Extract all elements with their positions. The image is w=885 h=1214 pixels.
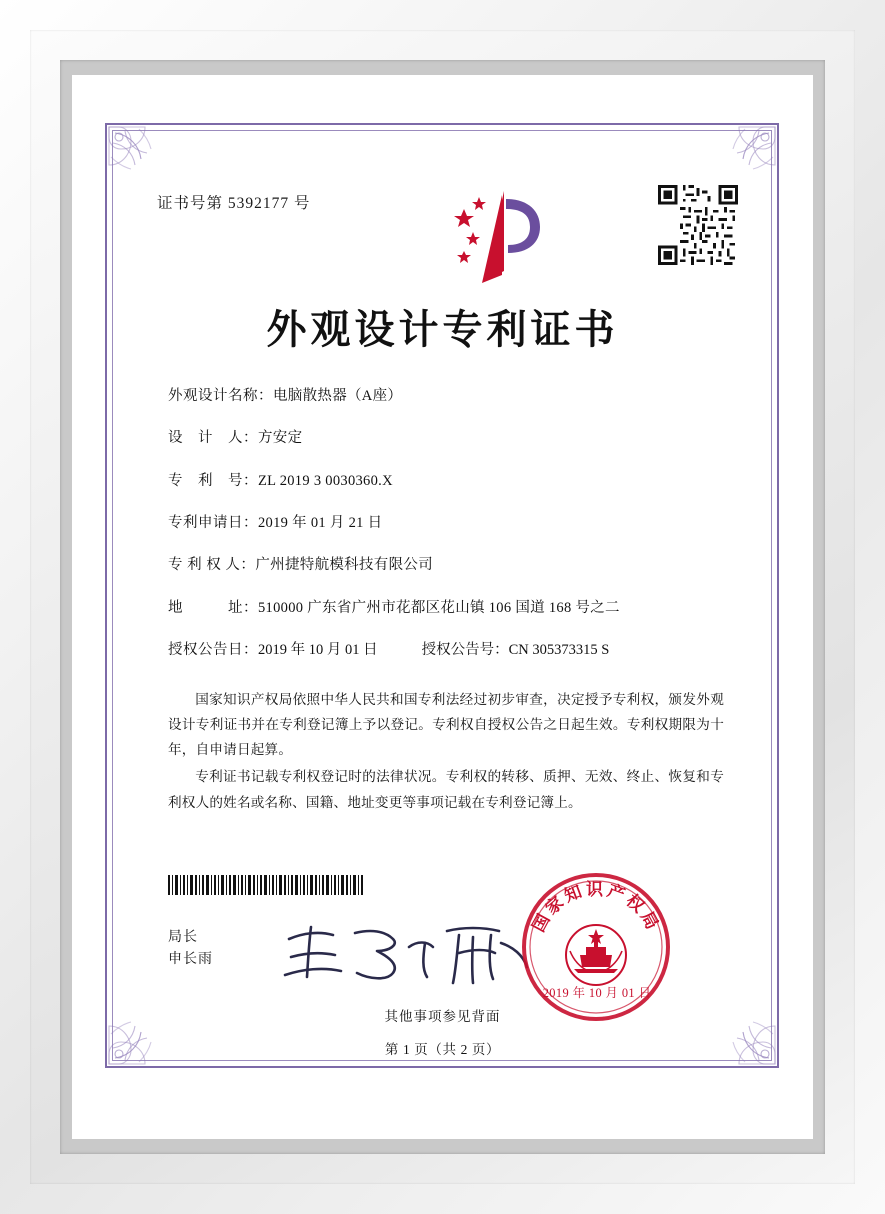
field-label: 外观设计名称： [168,388,273,404]
field-value: 广州捷特航模科技有限公司 [255,557,433,574]
field-row-designer [168,429,728,448]
field-row-application-date [168,514,728,533]
field-value: 方安定 [258,430,303,447]
paragraph-1: 国家知识产权局依照中华人民共和国专利法经过初步审查，决定授予专利权，颁发外观设计专利证书并在专利登记簿上予以登记。专利权自授权公告之日起生效。专利权期限为十年，自申请日起算。 [168,692,724,758]
field-value: 510000 广东省广州市花都区花山镇 106 国道 168 号之二 [258,599,620,616]
legal-text [168,687,724,817]
field-row-grant-announcement [168,641,728,660]
field-value-grant-date: 2019 年 10 月 01 日 [258,642,378,659]
barcode [168,875,364,895]
field-label: 设 计 人： [168,430,258,447]
certificate-document [72,75,813,1139]
field-row-address [168,599,728,618]
signatory-name: 申长雨 [168,951,213,967]
cnipa-logo-icon [442,185,567,290]
page-title: 外观设计专利证书 [266,306,619,353]
field-row-design-name [168,387,728,406]
handwritten-signature [277,913,542,993]
svg-text:国家知识产权局: 国家知识产权局 [528,880,664,936]
field-label: 地 址： [168,599,258,616]
field-label-grant-date: 授权公告日： [168,642,258,659]
signatory-title: 局长 [168,930,198,945]
field-list [168,387,728,683]
paragraph-2: 专利证书记载专利权登记时的法律状况。专利权的转移、质押、无效、终止、恢复和专利权人的姓名或名称、国籍、地址变更等事项记载在专利登记簿上。 [168,769,724,810]
field-label: 专利申请日： [168,515,258,532]
signature-block [168,927,213,970]
field-row-patent-number [168,472,728,491]
field-value-grant-number: CN 305373315 S [508,642,610,659]
page-number: 第 1 页（共 2 页） [384,1042,501,1057]
seal-date: 2019 年 10 月 01 日 [542,986,652,1000]
field-value: 2019 年 01 月 21 日 [258,515,383,532]
field-row-patentee [168,556,728,575]
field-value: 电脑散热器（A座） [273,388,403,404]
footnote: 其他事项参见背面 [384,1009,501,1024]
field-label-grant-number: 授权公告号： [421,642,509,659]
certificate-number: 证书号第 5392177 号 [157,195,311,212]
field-label: 专 利 权 人： [168,557,256,574]
field-label: 专 利 号： [168,472,258,489]
field-value: ZL 2019 3 0030360.X [258,472,393,489]
corner-ornament-top-left [105,123,179,197]
qr-code [658,185,738,265]
